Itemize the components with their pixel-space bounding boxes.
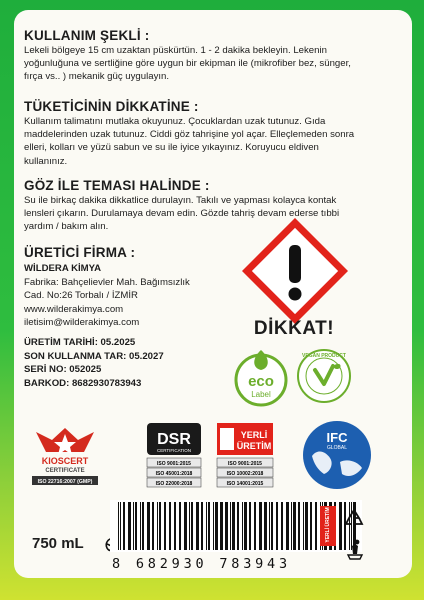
yerli-iso-1: ISO 9001:2015 bbox=[228, 460, 262, 467]
barcode-bar bbox=[135, 502, 137, 550]
producer-website[interactable]: www.wilderakimya.com bbox=[24, 303, 124, 315]
dsr-sub: CERTIFICATION bbox=[156, 448, 192, 453]
barcode-bar bbox=[174, 502, 176, 550]
yerli-uretim-icon bbox=[216, 422, 274, 490]
barcode-bar bbox=[159, 502, 161, 550]
barcode-bar bbox=[179, 502, 181, 550]
dsr-iso-2: ISO 45001:2018 bbox=[155, 470, 193, 477]
barcode-bar bbox=[249, 502, 251, 550]
dsr-name: DSR bbox=[157, 431, 191, 448]
barcode-bar bbox=[281, 502, 283, 550]
eye-line-1: Su ile birkaç dakika dikkatlice durulayın. Takılı ve yapması kolayca kontak bbox=[24, 195, 337, 206]
expiry-date: SON KULLANMA TAR: 05.2027 bbox=[24, 350, 164, 362]
usage-line-1: Lekeli bölgeye 15 cm uzaktan püskürtün. 1 - 2 dakika bekleyin. Lekenin bbox=[24, 45, 327, 56]
barcode-bar bbox=[118, 502, 119, 550]
ifc-name: IFC bbox=[326, 430, 348, 445]
eco-text: eco bbox=[248, 373, 274, 390]
usage-text bbox=[24, 44, 406, 84]
consumer-line-2: maddelerinden uzak tutunuz. Ciddi göz tahrişine yol açar. Elleçlemeden sonra bbox=[24, 129, 355, 141]
barcode-bar bbox=[291, 502, 292, 550]
producer-title: ÜRETİCİ FİRMA : bbox=[24, 245, 136, 260]
barcode-bar bbox=[244, 502, 247, 550]
barcode-bar bbox=[120, 502, 121, 550]
dsr-iso-3: ISO 22000:2018 bbox=[155, 480, 193, 487]
barcode-bar bbox=[157, 502, 158, 550]
yerli-iso-2: ISO 10002:2018 bbox=[226, 470, 264, 477]
eco-sub-text: Label bbox=[251, 390, 271, 399]
barcode-bar bbox=[123, 502, 125, 550]
yerli-bottom-text: ÜRETİM bbox=[236, 441, 272, 451]
usage-title: KULLANIM ŞEKLİ : bbox=[24, 28, 150, 43]
barcode-bar bbox=[264, 502, 267, 550]
barcode-bar bbox=[206, 502, 207, 550]
barcode-bar bbox=[232, 502, 235, 550]
yerli-iso-3: ISO 14001:2015 bbox=[226, 480, 264, 487]
barcode-bar bbox=[196, 502, 199, 550]
barcode-label: BARKOD: 8682930783943 bbox=[24, 377, 142, 389]
barcode-bar bbox=[147, 502, 150, 550]
consumer-title: TÜKETİCİNİN DİKKATİNE : bbox=[24, 99, 199, 114]
volume-label bbox=[32, 535, 84, 552]
barcode-bar bbox=[271, 502, 273, 550]
vegan-text: VEGAN PRODUCT bbox=[302, 353, 346, 359]
production-date: ÜRETİM TARİHİ: 05.2025 bbox=[24, 337, 136, 348]
barcode-bar bbox=[242, 502, 243, 550]
dsr-iso-1: ISO 9001:2015 bbox=[157, 460, 191, 467]
ifc-global-icon bbox=[300, 418, 374, 492]
barcode-bar bbox=[189, 502, 190, 550]
barcode-bar bbox=[293, 502, 296, 550]
kioscert-name: KIOSCERT bbox=[41, 456, 89, 466]
serial-number: SERİ NO: 052025 bbox=[24, 364, 102, 375]
barcode-bar bbox=[184, 502, 187, 550]
consumer-line-3: elleri, kolları ve yüzü sabun ve su ile iyice yıkayınız. Koruyucu eldiven bbox=[24, 142, 319, 154]
barcode-bar bbox=[220, 502, 223, 550]
kioscert-certificate-icon bbox=[30, 420, 100, 490]
barcode-bar bbox=[303, 502, 304, 550]
usage-line-3: fırça vs.. ) mekanik güç uygulayın. bbox=[24, 71, 170, 83]
eye-line-3: yardım / bakım alın. bbox=[24, 221, 109, 233]
barcode-bar bbox=[215, 502, 218, 550]
barcode-bar bbox=[225, 502, 228, 550]
barcode-bar bbox=[305, 502, 308, 550]
consumer-line-4: kullanınız. bbox=[24, 155, 68, 167]
eye-line-2: lensleri çıkarın. Durulamaya devam edin. Gözde tahriş devam ederse tıbbi bbox=[24, 208, 340, 220]
barcode-bar bbox=[230, 502, 231, 550]
usage-line-2: yoğunluğuna ve sertliğine göre uygun bir ekipman ile (mikrofiber bez, sünger, bbox=[24, 58, 351, 70]
eco-label-icon bbox=[232, 346, 290, 408]
producer-address-1: Fabrika: Bahçelievler Mah. Bağımsızlık bbox=[24, 276, 190, 288]
barcode-bar bbox=[310, 502, 312, 550]
yerli-tag-text: YERLİ ÜRETİM bbox=[325, 507, 331, 543]
yerli-top-text: YERLİ bbox=[240, 430, 268, 440]
barcode-bar bbox=[128, 502, 131, 550]
kioscert-sub: CERTIFICATE bbox=[45, 468, 85, 474]
barcode-bar bbox=[259, 502, 262, 550]
barcode-bar bbox=[191, 502, 193, 550]
barcode-bar bbox=[286, 502, 289, 550]
yerli-tag bbox=[320, 506, 336, 546]
recycle-icon bbox=[344, 508, 364, 530]
exclamation-hazard-icon bbox=[242, 218, 348, 324]
product-info bbox=[24, 336, 164, 390]
ifc-sub: GLOBAL bbox=[326, 445, 348, 451]
barcode-bar bbox=[164, 502, 166, 550]
barcode-digits: 8 682930 783943 bbox=[112, 556, 291, 572]
volume-text: 750 mL bbox=[32, 535, 84, 552]
producer-address-2: Cad. No:26 Torbalı / İZMİR bbox=[24, 290, 138, 301]
barcode-bar bbox=[208, 502, 210, 550]
barcode-bar bbox=[201, 502, 203, 550]
consumer-text bbox=[24, 115, 406, 168]
eye-title: GÖZ İLE TEMASI HALİNDE : bbox=[24, 178, 210, 193]
producer-info bbox=[24, 262, 190, 330]
barcode-bar bbox=[142, 502, 144, 550]
eye-text bbox=[24, 194, 406, 234]
barcode-bar bbox=[237, 502, 239, 550]
barcode-bar bbox=[339, 502, 342, 550]
dsr-certification-icon bbox=[146, 422, 202, 490]
barcode-bar bbox=[254, 502, 256, 550]
producer-email[interactable]: iletisim@wilderakimya.com bbox=[24, 317, 140, 328]
barcode-bar bbox=[213, 502, 214, 550]
warning-label: DİKKAT! bbox=[253, 318, 335, 339]
consumer-line-1: Kullanım talimatını mutlaka okuyunuz. Çocuklardan uzak tutunuz. Gıda bbox=[24, 116, 326, 127]
barcode-bar bbox=[152, 502, 154, 550]
barcode-bar bbox=[169, 502, 171, 550]
barcode-bar bbox=[133, 502, 134, 550]
barcode-bar bbox=[298, 502, 300, 550]
kioscert-iso: ISO 22716:2007 (GMP) bbox=[37, 478, 93, 485]
trash-bin-icon bbox=[344, 538, 366, 560]
barcode-bar bbox=[140, 502, 141, 550]
barcode-bar bbox=[269, 502, 270, 550]
barcode-bar bbox=[276, 502, 278, 550]
producer-company: WİLDERA KİMYA bbox=[24, 263, 102, 274]
vegan-product-icon bbox=[296, 348, 352, 404]
barcode-bar bbox=[315, 502, 317, 550]
